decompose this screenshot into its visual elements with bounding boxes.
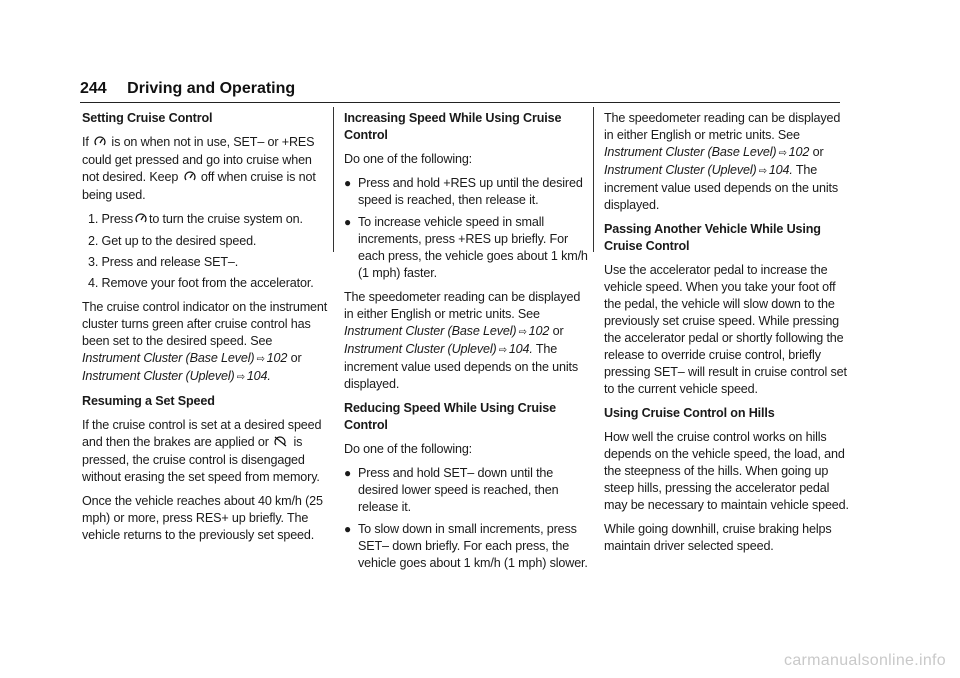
column-1 xyxy=(82,110,328,551)
text: The increment value used depends on the units displayed. xyxy=(344,342,578,391)
paragraph-speedometer xyxy=(604,110,850,214)
reduce-bullets xyxy=(344,465,590,572)
page-number: 244 xyxy=(80,80,107,97)
xref[interactable]: Instrument Cluster (Base Level) xyxy=(82,351,255,365)
page-ref[interactable]: 102 xyxy=(528,324,550,338)
cruise-control-icon xyxy=(135,212,147,229)
column-divider-1 xyxy=(333,107,334,252)
text: or xyxy=(290,351,302,365)
bullet-icon: ● xyxy=(344,215,352,229)
bullet-icon: ● xyxy=(344,522,352,536)
paragraph-hills: How well the cruise control works on hills depends on the vehicle speed, the load, and the steepness of the hills. When going up steep hills, pressing the accelerator pedal may be necessary to maintain vehicle speed. xyxy=(604,430,849,512)
list-item xyxy=(344,521,590,572)
increase-bullets xyxy=(344,175,590,282)
text: is pressed, the cruise control is disengaged without erasing the set speed from memory. xyxy=(82,435,320,484)
bullet-icon: ● xyxy=(344,466,352,480)
heading-hills: Using Cruise Control on Hills xyxy=(604,406,775,420)
text: . xyxy=(789,163,793,177)
list-item: 2. Get up to the desired speed. xyxy=(88,234,257,248)
paragraph: Do one of the following: xyxy=(344,152,473,166)
column-2 xyxy=(344,110,590,579)
page-ref[interactable]: 104 xyxy=(508,342,530,356)
list-item xyxy=(344,465,590,516)
cruise-control-icon xyxy=(184,170,196,187)
paragraph-passing: Use the accelerator pedal to increase the vehicle speed. When you take your foot off the pedal, the vehicle will slow down to the previously set cruise speed. While pressing the accelerator pedal or shortly following the release to override cruise control, briefly pressing SET– will result in cruise control set to the current vehicle speed. xyxy=(604,263,847,396)
text: The speedometer reading can be displayed in either English or metric units. See xyxy=(604,111,841,142)
text: Press and hold +RES up until the desired speed is reached, then release it. xyxy=(358,176,583,207)
xref[interactable]: Instrument Cluster (Uplevel) xyxy=(82,369,235,383)
page-header xyxy=(80,80,840,102)
heading-resuming: Resuming a Set Speed xyxy=(82,394,215,408)
ref-arrow-icon: ⇨ xyxy=(758,166,767,177)
paragraph-downhill: While going downhill, cruise braking helps maintain driver selected speed. xyxy=(604,522,832,553)
heading-setting-cruise: Setting Cruise Control xyxy=(82,111,213,125)
text: To slow down in small increments, press SET– down briefly. For each press, the vehicle goes about 1 km/h (1 mph) slower. xyxy=(358,522,588,570)
bullet-icon: ● xyxy=(344,176,352,190)
heading-passing: Passing Another Vehicle While Using Cruise Control xyxy=(604,222,821,253)
heading-reducing: Reducing Speed While Using Cruise Control xyxy=(344,401,556,432)
page-ref[interactable]: 102 xyxy=(788,145,810,159)
heading-increasing: Increasing Speed While Using Cruise Control xyxy=(344,111,562,142)
xref[interactable]: Instrument Cluster (Base Level) xyxy=(604,145,777,159)
list-item: 4. Remove your foot from the accelerator. xyxy=(88,276,314,290)
text: If the cruise control is set at a desired speed and then the brakes are applied or xyxy=(82,418,322,449)
text: . xyxy=(267,369,271,383)
paragraph-resume-speed: Once the vehicle reaches about 40 km/h (25 mph) or more, press RES+ up briefly. The vehicle returns to the previously set speed. xyxy=(82,494,323,542)
text: The increment value used depends on the units displayed. xyxy=(604,163,838,212)
xref[interactable]: Instrument Cluster (Uplevel) xyxy=(344,342,497,356)
cruise-cancel-icon xyxy=(274,435,288,452)
setting-steps xyxy=(82,211,328,292)
ref-arrow-icon: ⇨ xyxy=(518,327,527,338)
page-ref[interactable]: 102 xyxy=(266,351,288,365)
ref-arrow-icon: ⇨ xyxy=(498,345,507,356)
text: is on when not in use, SET– or +RES could get pressed and go into cruise when not desired. Keep xyxy=(82,135,315,184)
list-item: 3. Press and release SET–. xyxy=(88,255,239,269)
xref[interactable]: Instrument Cluster (Uplevel) xyxy=(604,163,757,177)
text: To increase vehicle speed in small increments, press +RES up briefly. For each press, the vehicle goes about 1 km/h (1 mph) faster. xyxy=(358,215,588,280)
page-ref[interactable]: 104 xyxy=(768,163,790,177)
ref-arrow-icon: ⇨ xyxy=(236,372,245,383)
text: 1. Press xyxy=(88,212,133,226)
page-ref[interactable]: 104 xyxy=(246,369,268,383)
paragraph-indicator xyxy=(82,299,328,386)
list-item xyxy=(344,175,590,209)
text: to turn the cruise system on. xyxy=(149,212,303,226)
text: The speedometer reading can be displayed in either English or metric units. See xyxy=(344,290,581,321)
text: Press and hold SET– down until the desired lower speed is reached, then release it. xyxy=(358,466,559,514)
paragraph: Do one of the following: xyxy=(344,442,473,456)
paragraph-resuming xyxy=(82,417,328,486)
list-item xyxy=(82,211,328,229)
text: or xyxy=(812,145,824,159)
paragraph-cruise-warning xyxy=(82,134,328,204)
header-rule xyxy=(80,102,840,103)
text: or xyxy=(552,324,564,338)
section-title: Driving and Operating xyxy=(127,80,296,97)
paragraph-speedometer xyxy=(344,289,590,393)
text: The cruise control indicator on the instrument cluster turns green after cruise control has been set to the desired speed. See xyxy=(82,300,328,348)
text: off when cruise is not being used. xyxy=(82,170,316,202)
ref-arrow-icon: ⇨ xyxy=(778,148,787,159)
list-item xyxy=(344,214,590,282)
column-3 xyxy=(604,110,850,562)
ref-arrow-icon: ⇨ xyxy=(256,354,265,365)
watermark: carmanualsonline.info xyxy=(784,652,946,669)
column-divider-2 xyxy=(593,107,594,252)
text: . xyxy=(529,342,533,356)
xref[interactable]: Instrument Cluster (Base Level) xyxy=(344,324,517,338)
cruise-control-icon xyxy=(94,135,106,152)
text: If xyxy=(82,135,89,149)
